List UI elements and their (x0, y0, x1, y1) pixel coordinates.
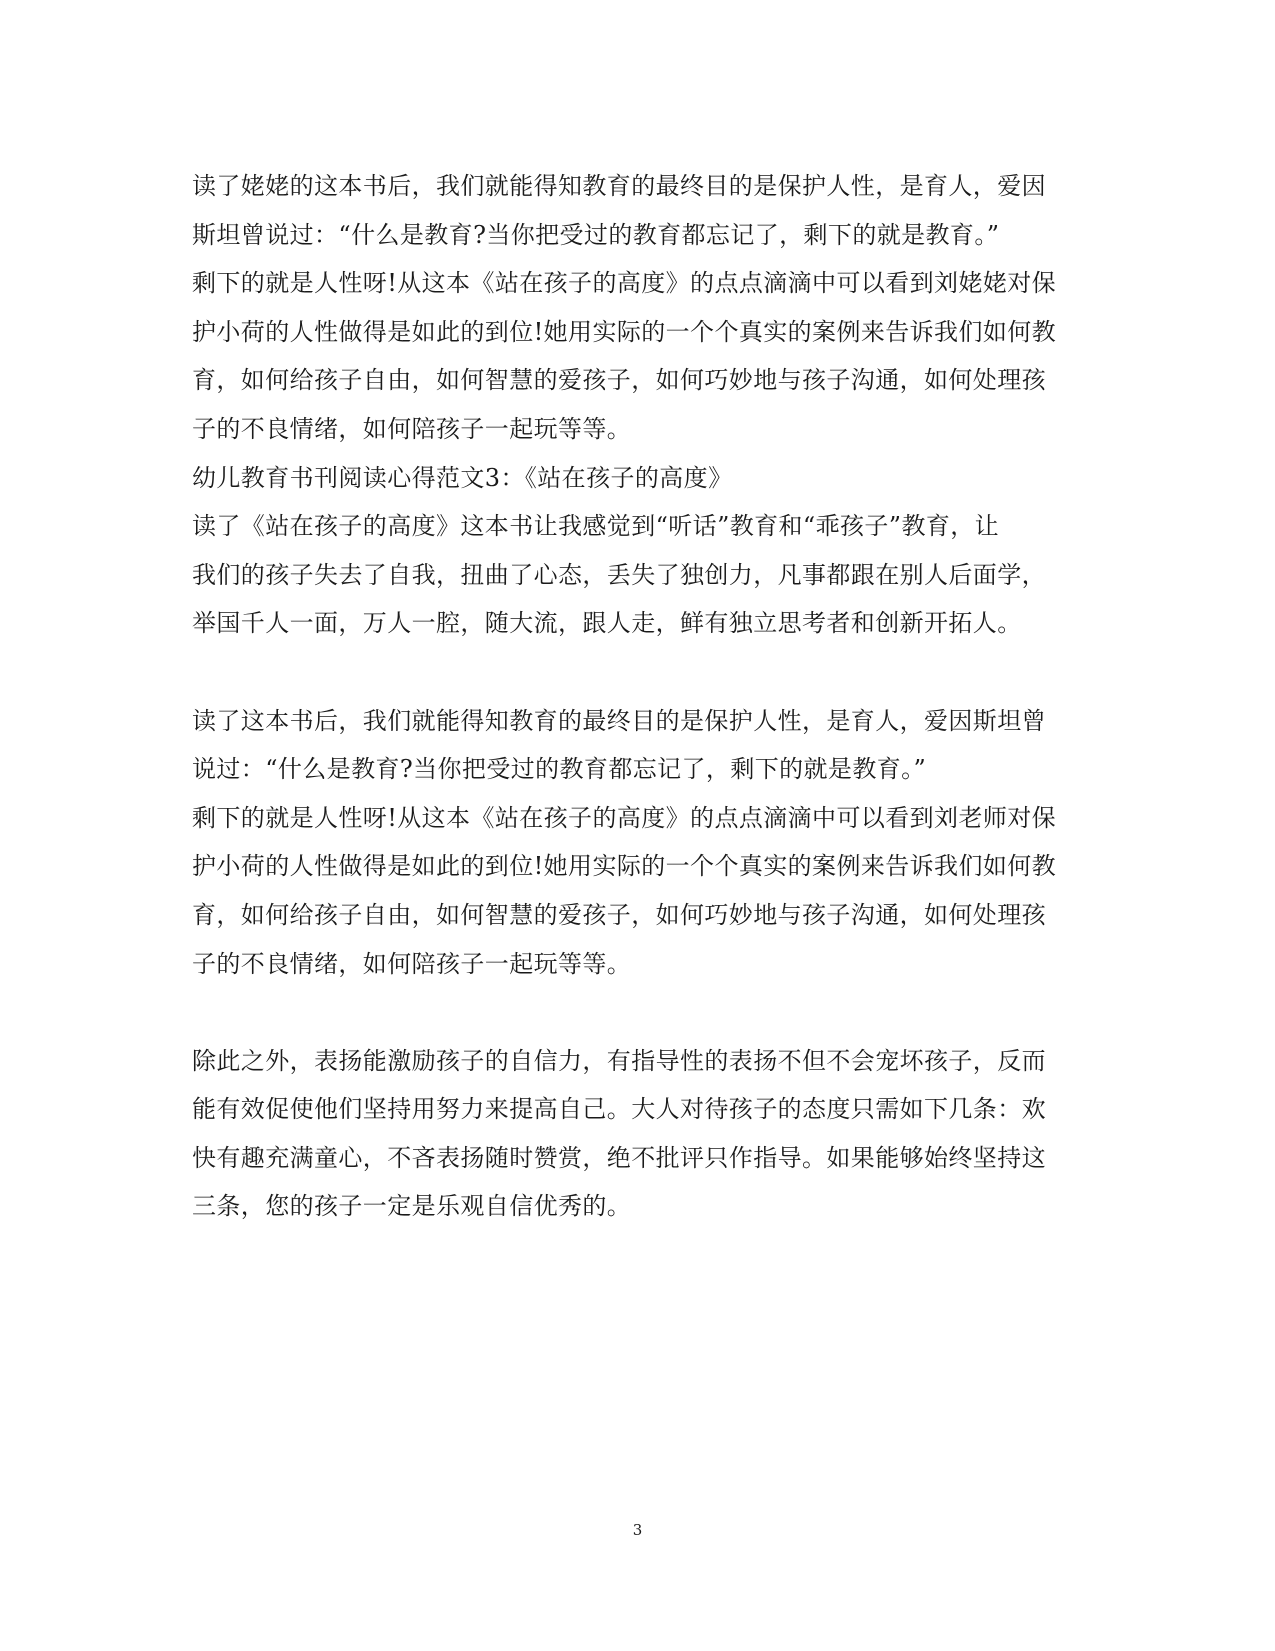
text-line: 剩下的就是人性呀!从这本《站在孩子的高度》的点点滴滴中可以看到刘老师对保 (192, 803, 1057, 832)
text-line: 三条，您的孩子一定是乐观自信优秀的。 (192, 1192, 632, 1221)
text-line: 剩下的就是人性呀!从这本《站在孩子的高度》的点点滴滴中可以看到刘姥姥对保 (192, 269, 1057, 298)
text-line: 子的不良情绪，如何陪孩子一起玩等等。 (192, 414, 632, 443)
text-line: 读了这本书后，我们就能得知教育的最终目的是保护人性，是育人，爱因斯坦曾 (192, 706, 1046, 735)
text-line: 除此之外，表扬能激励孩子的自信力，有指导性的表扬不但不会宠坏孩子，反而 (192, 1046, 1046, 1075)
text-line: 斯坦曾说过：“什么是教育?当你把受过的教育都忘记了，剩下的就是教育。” (192, 220, 1000, 249)
page-number: 3 (632, 1521, 643, 1539)
text-line: 育，如何给孩子自由，如何智慧的爱孩子，如何巧妙地与孩子沟通，如何处理孩 (192, 366, 1046, 395)
text-line: 说过：“什么是教育?当你把受过的教育都忘记了，剩下的就是教育。” (192, 755, 927, 784)
paragraph-gap (192, 988, 1092, 1037)
paragraph-gap (192, 648, 1092, 697)
text-line: 能有效促使他们坚持用努力来提高自己。大人对待孩子的态度只需如下几条：欢 (192, 1095, 1046, 1124)
text-line: 读了《站在孩子的高度》这本书让我感觉到“听话”教育和“乖孩子”教育，让 (192, 512, 1000, 541)
text-line: 子的不良情绪，如何陪孩子一起玩等等。 (192, 949, 632, 978)
text-line: 育，如何给孩子自由，如何智慧的爱孩子，如何巧妙地与孩子沟通，如何处理孩 (192, 900, 1046, 929)
body-text (192, 162, 1092, 1231)
section-heading: 幼儿教育书刊阅读心得范文3：《站在孩子的高度》 (192, 463, 733, 492)
text-line: 举国千人一面，万人一腔，随大流，跟人走，鲜有独立思考者和创新开拓人。 (192, 609, 1022, 638)
text-line: 快有趣充满童心，不吝表扬随时赞赏，绝不批评只作指导。如果能够始终坚持这 (192, 1143, 1046, 1172)
text-line: 读了姥姥的这本书后，我们就能得知教育的最终目的是保护人性，是育人，爱因 (192, 172, 1046, 200)
text-line: 护小荷的人性做得是如此的到位!她用实际的一个个真实的案例来告诉我们如何教 (192, 852, 1057, 881)
text-line: 我们的孩子失去了自我，扭曲了心态，丢失了独创力，凡事都跟在别人后面学， (192, 560, 1046, 589)
text-line: 护小荷的人性做得是如此的到位!她用实际的一个个真实的案例来告诉我们如何教 (192, 317, 1057, 346)
